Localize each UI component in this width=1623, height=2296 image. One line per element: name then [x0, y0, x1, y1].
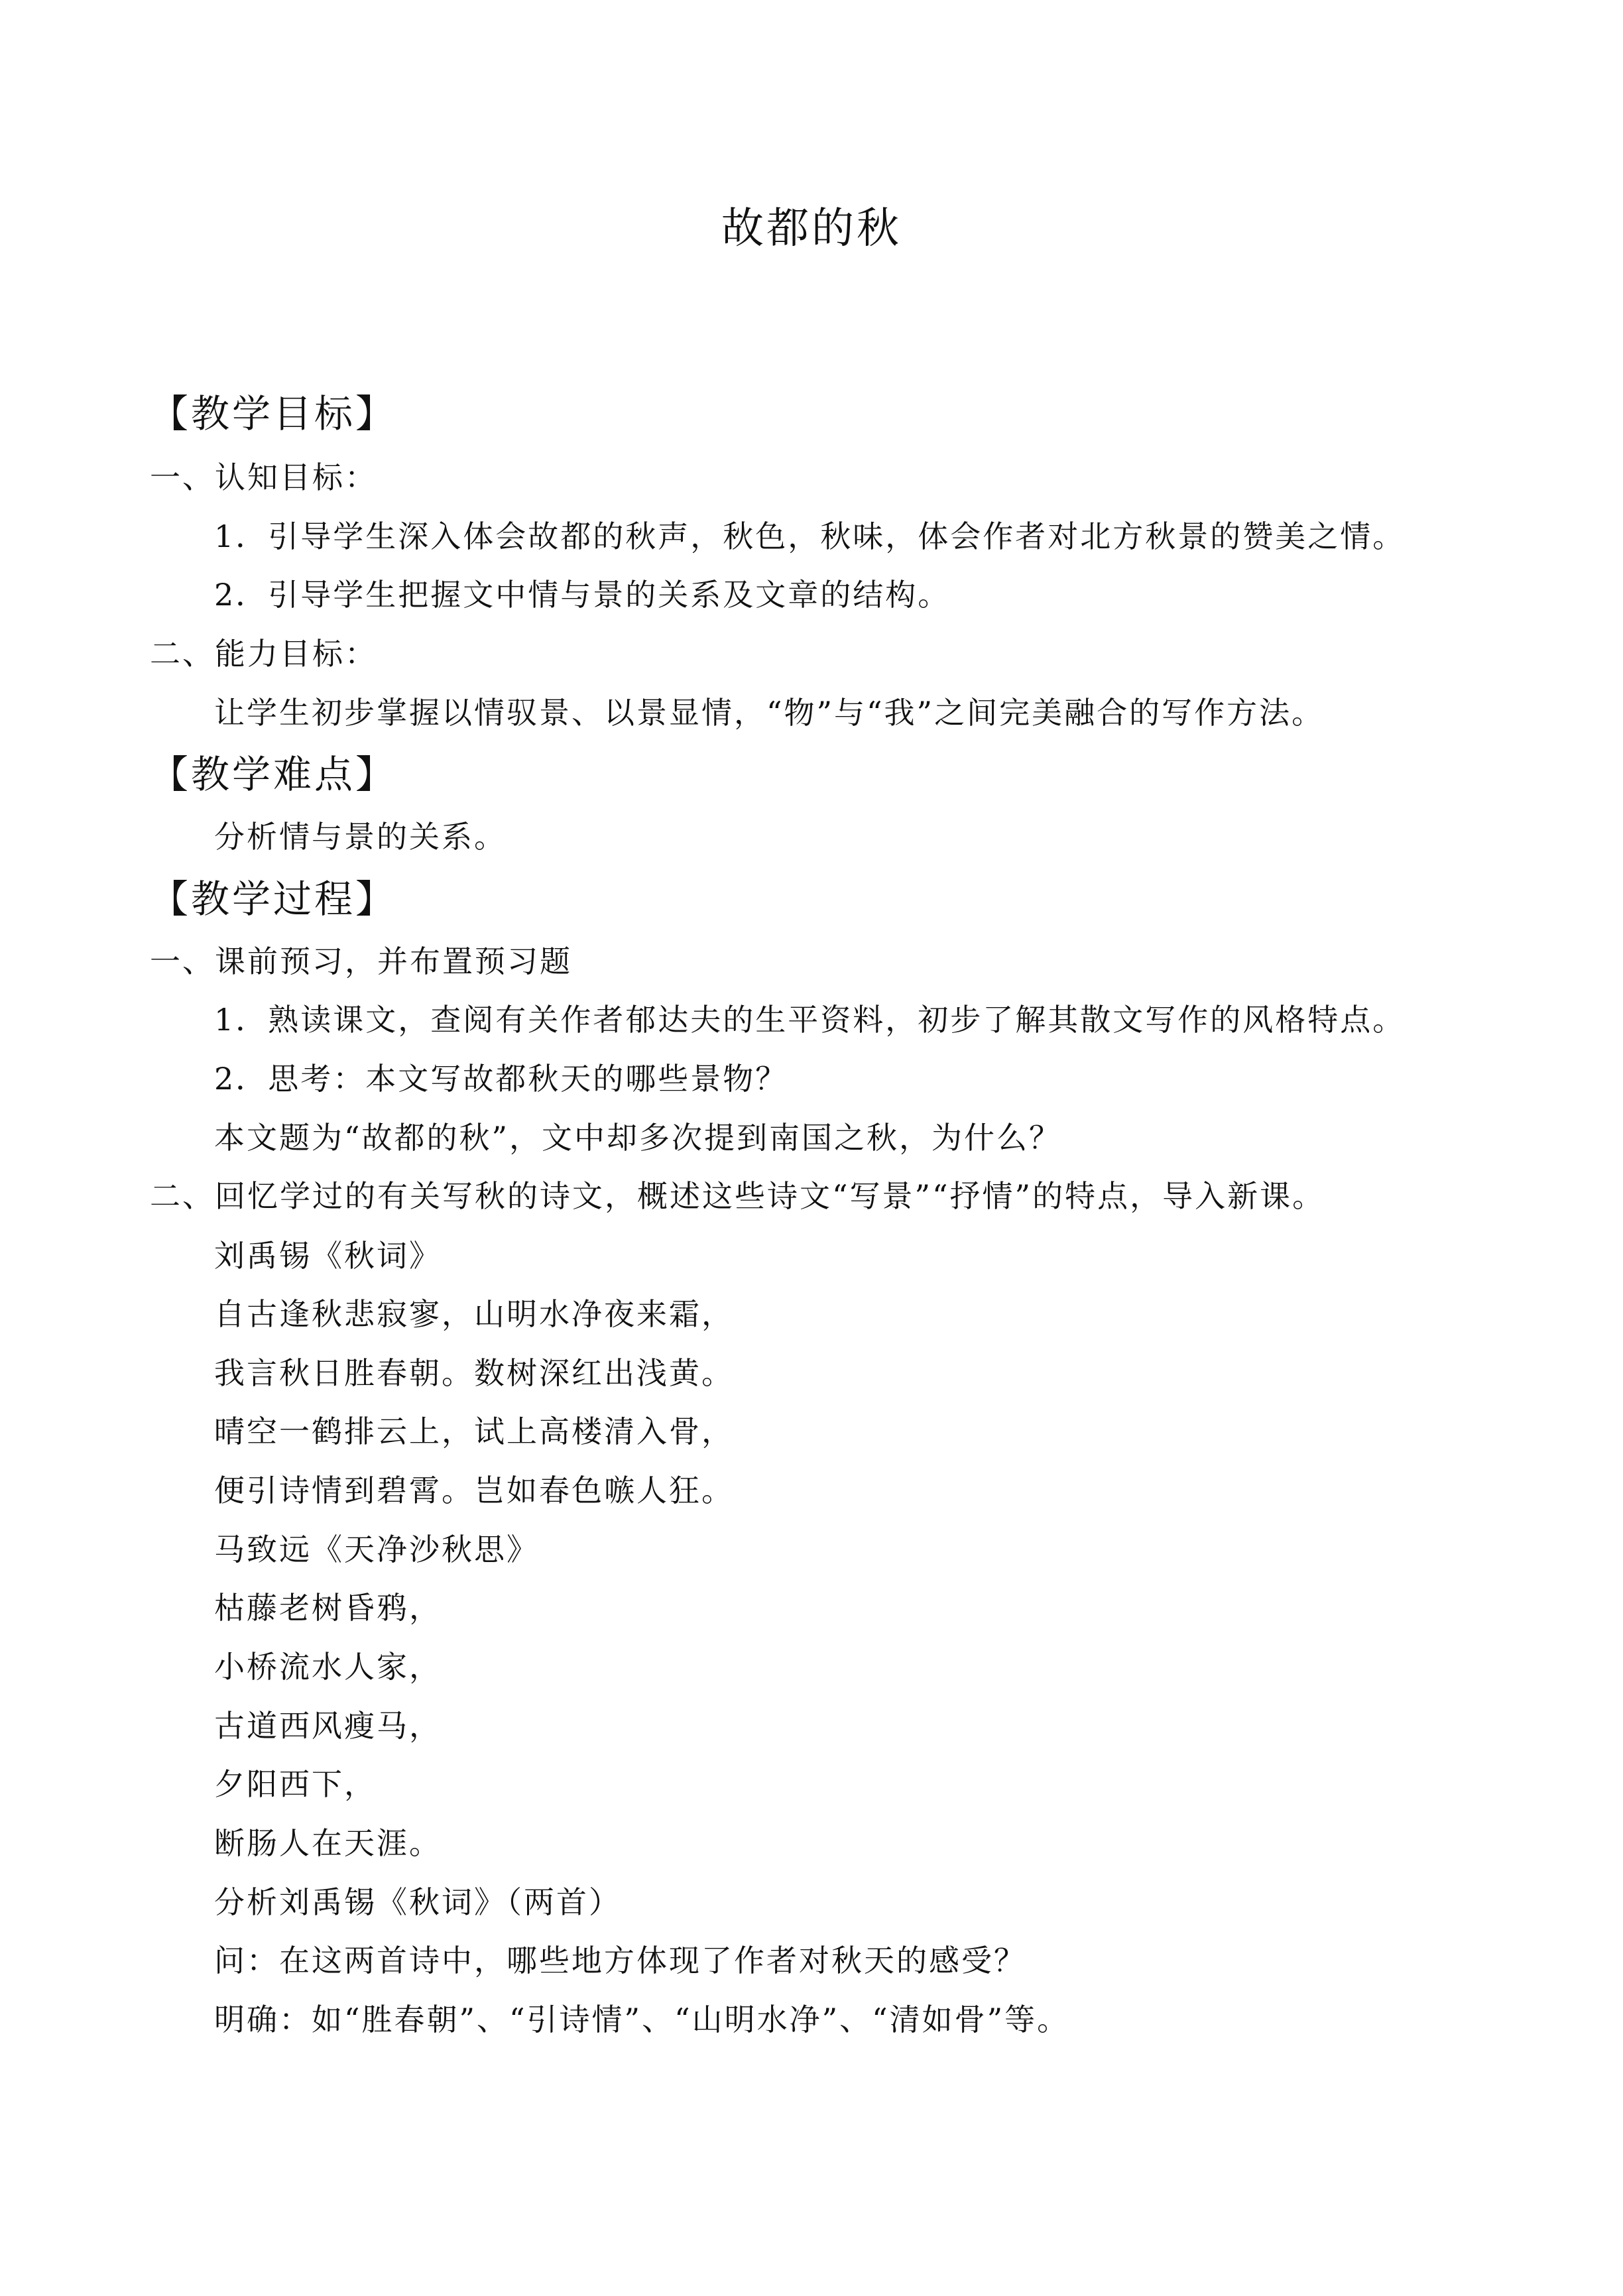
poem-line: 断肠人在天涯。: [214, 1825, 442, 1861]
paragraph-line: 1．引导学生深入体会故都的秋声，秋色，秋味，体会作者对北方秋景的赞美之情。: [214, 518, 1406, 554]
paragraph-line: 本文题为“故都的秋”，文中却多次提到南国之秋，为什么？: [214, 1120, 1062, 1156]
paragraph-line: 2．思考：本文写故都秋天的哪些景物？: [214, 1061, 788, 1097]
paragraph-line: 2．引导学生把握文中情与景的关系及文章的结构。: [214, 577, 951, 613]
poem-title: 马致远《天净沙秋思》: [214, 1532, 539, 1567]
paragraph-line: 分析刘禹锡《秋词》（两首）: [214, 1884, 621, 1920]
poem-line: 便引诗情到碧霄。岂如春色嗾人狂。: [214, 1473, 734, 1508]
section-heading-teaching-difficulty: 【教学难点】: [150, 752, 397, 797]
poem-line: 夕阳西下，: [214, 1766, 377, 1802]
paragraph-line: 问：在这两首诗中，哪些地方体现了作者对秋天的感受？: [214, 1943, 1026, 1978]
poem-line: 我言秋日胜春朝。数树深红出浅黄。: [214, 1355, 734, 1391]
subheading-ability-goals: 二、能力目标：: [150, 636, 377, 672]
section-heading-teaching-goals: 【教学目标】: [150, 391, 397, 436]
section-heading-teaching-process: 【教学过程】: [150, 876, 397, 922]
poem-line: 古道西风瘦马，: [214, 1708, 442, 1744]
paragraph-line: 1．熟读课文，查阅有关作者郁达夫的生平资料，初步了解其散文写作的风格特点。: [214, 1002, 1406, 1038]
poem-title: 刘禹锡《秋词》: [214, 1238, 442, 1274]
subheading-review: 二、回忆学过的有关写秋的诗文，概述这些诗文“写景”“抒情”的特点，导入新课。: [150, 1178, 1325, 1214]
page-title: 故都的秋: [721, 204, 902, 253]
paragraph-line: 明确：如“胜春朝”、“引诗情”、“山明水净”、“清如骨”等。: [214, 2002, 1070, 2037]
paragraph-line: 分析情与景的关系。: [214, 819, 507, 855]
poem-line: 小桥流水人家，: [214, 1649, 442, 1685]
poem-line: 自古逢秋悲寂寥，山明水净夜来霜，: [214, 1296, 734, 1332]
subheading-cognitive-goals: 一、认知目标：: [150, 459, 377, 495]
poem-line: 晴空一鹤排云上，试上高楼清入骨，: [214, 1414, 734, 1449]
poem-line: 枯藤老树昏鸦，: [214, 1590, 442, 1626]
paragraph-line: 让学生初步掌握以情驭景、以景显情，“物”与“我”之间完美融合的写作方法。: [214, 695, 1325, 731]
subheading-preview: 一、课前预习，并布置预习题: [150, 943, 572, 979]
